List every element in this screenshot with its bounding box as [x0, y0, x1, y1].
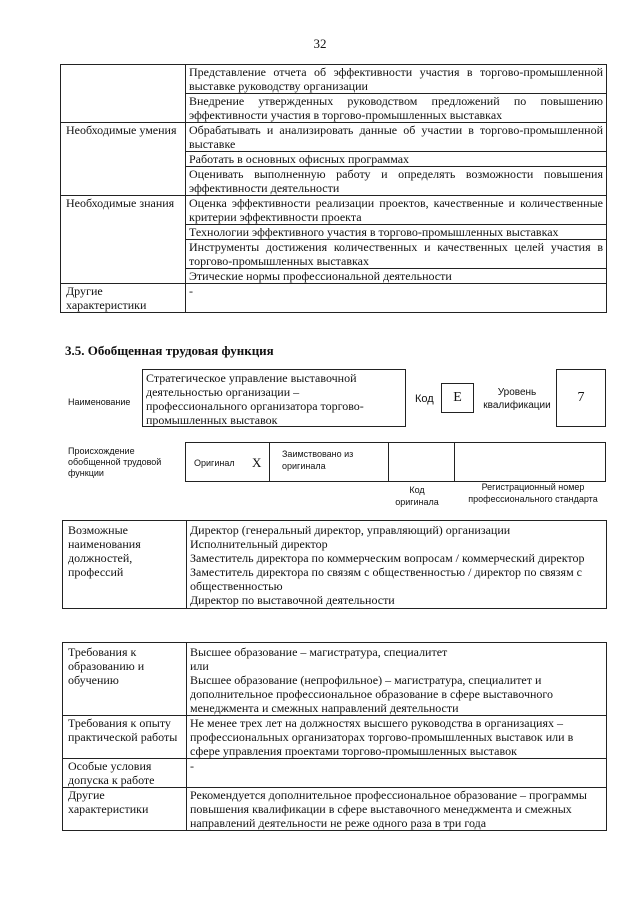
table-row — [63, 521, 607, 609]
table-cell: - — [186, 284, 607, 313]
table-cell: - — [187, 759, 607, 788]
requirements-table — [62, 642, 607, 831]
borrowed-label: Заимствовано из оригинала — [282, 449, 354, 471]
table-cell: Обрабатывать и анализировать данные об участии в торгово-промышленной выставке — [186, 123, 607, 152]
table-cell: Этические нормы профессиональной деятельности — [186, 269, 607, 284]
positions-list — [187, 521, 607, 609]
table-row — [61, 65, 607, 94]
table-cell: Рекомендуется дополнительное профессиональное образование – программы повышения квалификации в сфере выставочного менеджмента и смежных направлений деятельности не реже одного раза в три года — [187, 788, 607, 831]
list-item: Заместитель директора по связям с общественностью / директор по связям с общественностью — [190, 565, 582, 593]
borrowed-cell — [270, 443, 389, 481]
table-row — [63, 716, 607, 759]
original-mark: X — [252, 455, 262, 470]
table-cell: Внедрение утвержденных руководством предложений по повышению эффективности участия в торгово-промышленных выставках — [186, 94, 607, 123]
table-row — [63, 759, 607, 788]
table-row — [63, 643, 607, 716]
text-line: или — [190, 659, 209, 673]
row-label: Другие характеристики — [61, 284, 186, 313]
original-code-caption: Код оригинала — [395, 485, 439, 507]
table-row — [61, 284, 607, 313]
row-label: Необходимые умения — [61, 123, 186, 196]
origin-row — [185, 442, 606, 482]
qualification-level-label: Уровень квалификации — [483, 387, 551, 411]
table-cell: Оценивать выполненную работу и определять возможности повышения эффективности деятельности — [186, 167, 607, 196]
original-code-cell — [389, 443, 455, 481]
positions-table — [62, 520, 607, 609]
list-item: Директор по выставочной деятельности — [190, 593, 395, 607]
registration-number-caption: Регистрационный номер профессионального стандарта — [468, 482, 598, 504]
row-label — [61, 65, 186, 123]
list-item: Директор (генеральный директор, управляющий) организации — [190, 523, 511, 537]
table-cell — [187, 643, 607, 716]
row-label: Особые условия допуска к работе — [63, 759, 187, 788]
table-cell: Технологии эффективного участия в торгово-промышленных выставках — [186, 225, 607, 240]
table-cell: Не менее трех лет на должностях высшего руководства в организациях – профессиональных организаторах торгово-промышленных выставок или в сфере управления проектами торгово-промышленных выставок — [187, 716, 607, 759]
table-row — [61, 123, 607, 152]
row-label: Требования к опыту практической работы — [63, 716, 187, 759]
original-label: Оригинал — [194, 458, 235, 468]
qualification-level-box: 7 — [556, 369, 606, 427]
skills-knowledge-table — [60, 64, 607, 313]
table-cell: Оценка эффективности реализации проектов, качественные и количественные критерии эффективности проекта — [186, 196, 607, 225]
row-label: Возможные наименования должностей, профессий — [63, 521, 187, 609]
list-item: Заместитель директора по коммерческим вопросам / коммерческий директор — [190, 551, 585, 565]
origin-label: Происхождение обобщенной трудовой функции — [68, 446, 162, 478]
text-line: Высшее образование (непрофильное) – магистратура, специалитет и дополнительное профессиональное образование в сфере выставочного менеджмента и смежных направлений деятельности — [190, 673, 554, 715]
code-box: E — [441, 383, 474, 413]
function-name-box: Стратегическое управление выставочной деятельностью организации – профессионального организатора торгово-промышленных выставок — [142, 369, 406, 427]
page-number: 32 — [313, 36, 327, 51]
row-label: Другие характеристики — [63, 788, 187, 831]
list-item: Исполнительный директор — [190, 537, 328, 551]
row-label: Необходимые знания — [61, 196, 186, 284]
row-label: Требования к образованию и обучению — [63, 643, 187, 716]
table-cell: Работать в основных офисных программах — [186, 152, 607, 167]
original-cell — [186, 443, 270, 481]
table-row — [63, 788, 607, 831]
code-label: Код — [415, 393, 434, 405]
table-cell: Представление отчета об эффективности участия в торгово-промышленной выставке руководству организации — [186, 65, 607, 94]
table-row — [61, 196, 607, 225]
name-label: Наименование — [68, 397, 131, 407]
text-line: Высшее образование – магистратура, специалитет — [190, 645, 448, 659]
table-cell: Инструменты достижения количественных и качественных целей участия в торгово-промышленных выставках — [186, 240, 607, 269]
section-title: 3.5. Обобщенная трудовая функция — [65, 343, 274, 358]
